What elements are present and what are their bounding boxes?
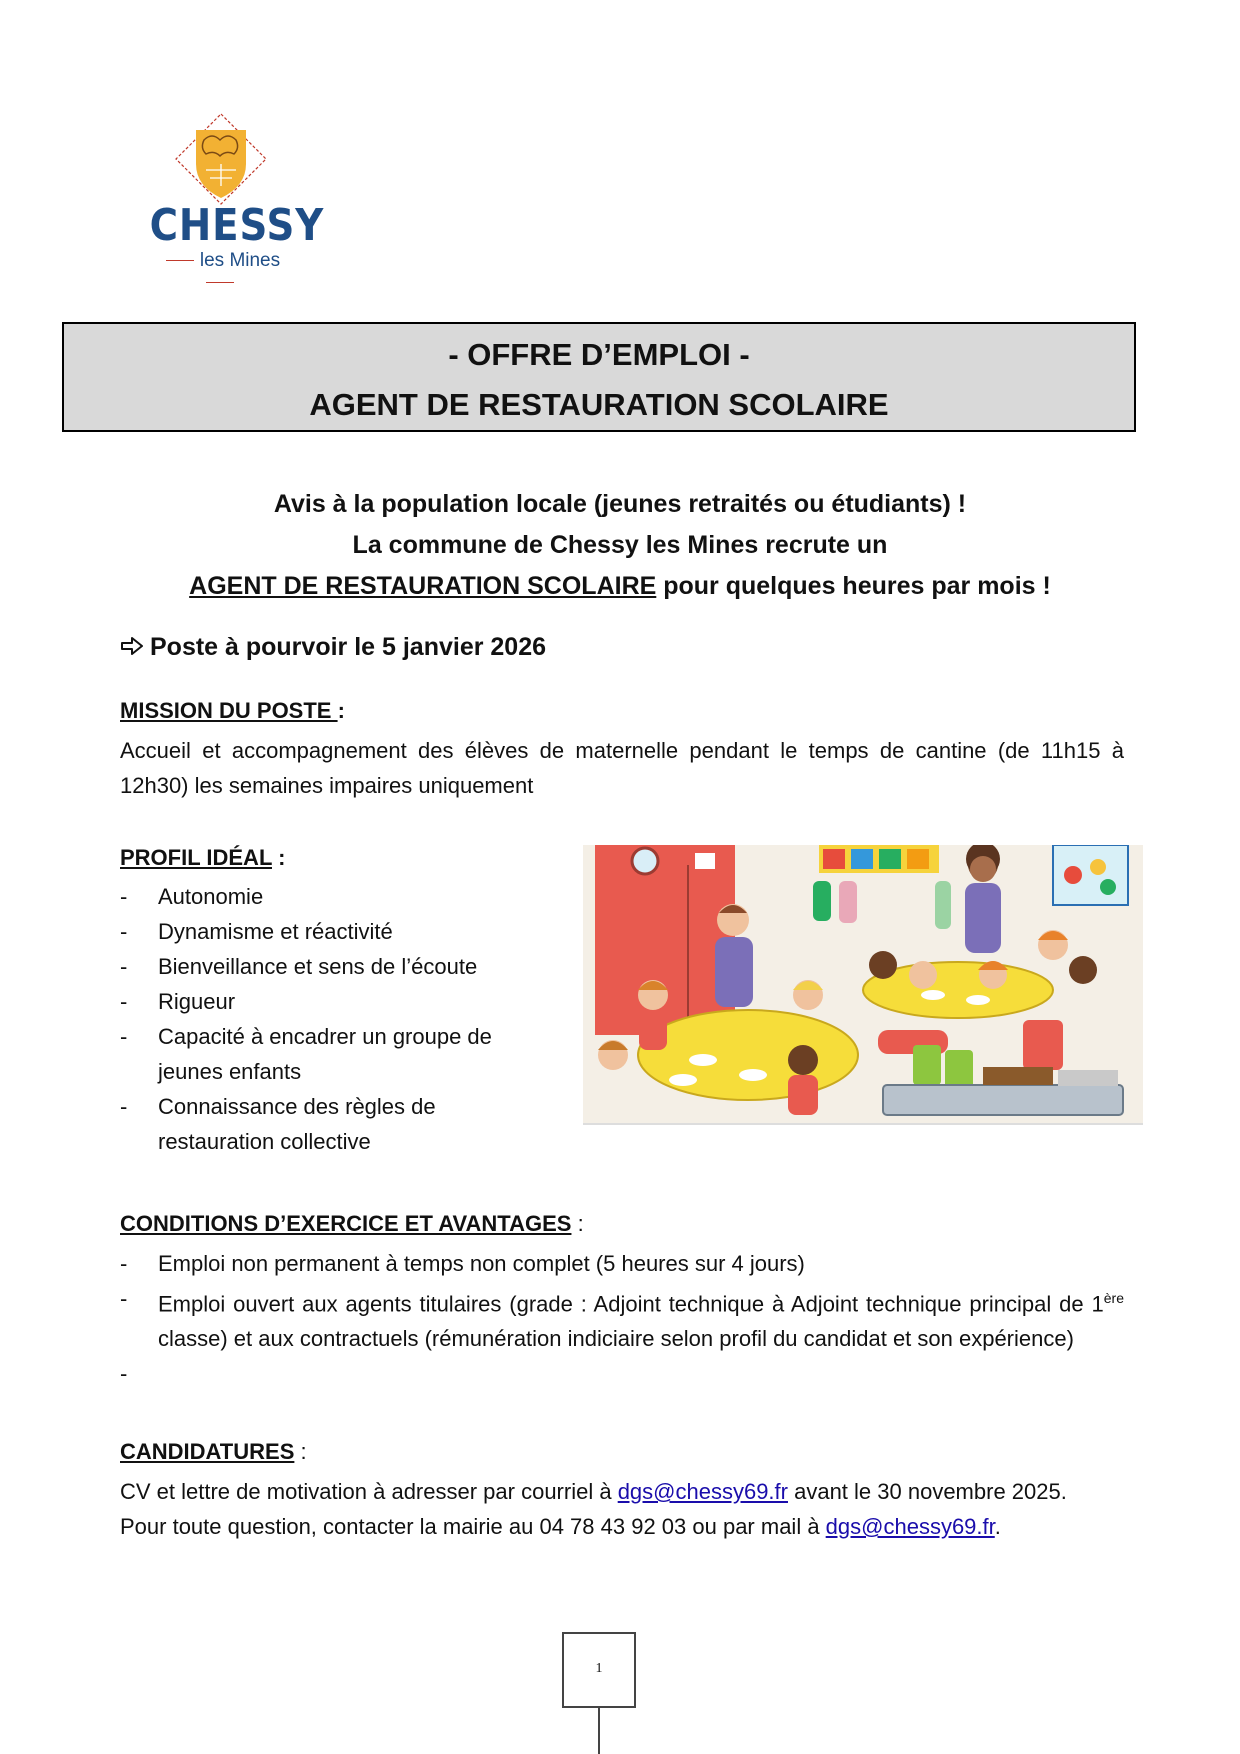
title-line-1: - OFFRE D’EMPLOI - (448, 337, 750, 372)
list-item: - Emploi ouvert aux agents titulaires (grade : Adjoint technique à Adjoint technique principal de 1ère classe) et aux contractuels (rémunération indiciaire selon profil du candidat et son expérience) (120, 1286, 1124, 1352)
intro-line-2: La commune de Chessy les Mines recrute un (352, 531, 888, 559)
page-number: 1 (562, 1632, 636, 1708)
list-item: - Bienveillance et sens de l’écoute (120, 954, 478, 979)
candidatures-heading: CANDIDATURES : (120, 1439, 307, 1464)
logo-name: CHESSY (149, 200, 325, 251)
mission-text: Accueil et accompagnement des élèves de maternelle pendant le temps de cantine (de 11h15 à 12h30) les semaines impaires uniquement (120, 738, 1124, 798)
email-link[interactable]: dgs@chessy69.fr (617, 1479, 788, 1504)
intro-line-1: Avis à la population locale (jeunes retraités ou étudiants) ! (273, 490, 967, 518)
list-item: - (120, 1361, 128, 1387)
title-line-2: AGENT DE RESTAURATION SCOLAIRE (309, 387, 889, 422)
coat-of-arms-icon (174, 112, 268, 206)
list-item: - Rigueur (120, 989, 236, 1014)
mission-heading: MISSION DU POSTE : (120, 698, 345, 723)
list-item: - Capacité à encadrer un groupe de jeunes enfants (120, 1024, 492, 1084)
arrow-right-icon (120, 637, 144, 655)
job-title-box (62, 322, 1136, 432)
candidatures-line-2: Pour toute question, contacter la mairie au 04 78 43 92 03 ou par mail à dgs@chessy69.fr. (120, 1514, 1001, 1539)
list-item: - Dynamisme et réactivité (120, 919, 393, 944)
intro-text (120, 484, 1120, 607)
list-item: - Emploi non permanent à temps non complet (5 heures sur 4 jours) (120, 1251, 805, 1276)
page-number-connector (598, 1706, 600, 1754)
canteen-illustration (583, 845, 1143, 1125)
conditions-heading: CONDITIONS D’EXERCICE ET AVANTAGES : (120, 1211, 584, 1236)
intro-job-title: AGENT DE RESTAURATION SCOLAIRE (189, 572, 657, 600)
chessy-logo (140, 112, 325, 272)
profil-heading: PROFIL IDÉAL : (120, 845, 286, 870)
intro-line-3-rest: pour quelques heures par mois ! (656, 572, 1051, 600)
list-item: - Autonomie (120, 884, 264, 909)
intro-line-3 (120, 566, 1120, 607)
start-date (120, 633, 546, 662)
start-date-text: Poste à pourvoir le 5 janvier 2026 (150, 633, 547, 661)
list-item: - Connaissance des règles de restauration collective (120, 1094, 436, 1154)
profil-list (120, 879, 520, 1159)
logo-subtitle: les Mines (140, 250, 300, 294)
candidatures-text (120, 1474, 1124, 1544)
email-link[interactable]: dgs@chessy69.fr (825, 1514, 995, 1539)
candidatures-line-1: CV et lettre de motivation à adresser par courriel à dgs@chessy69.fr avant le 30 novembre 2025. (120, 1479, 1067, 1504)
conditions-list (120, 1246, 1124, 1391)
